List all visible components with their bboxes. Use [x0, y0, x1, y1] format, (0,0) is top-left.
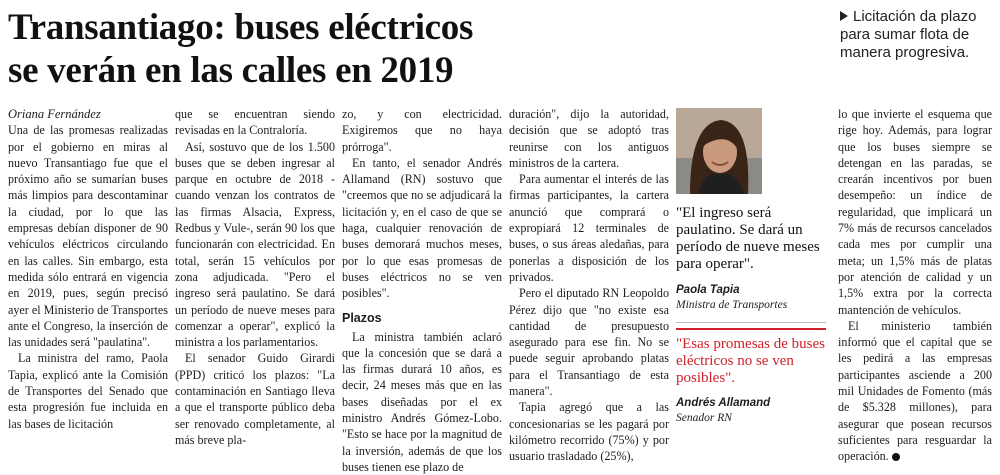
paragraph: lo que invierte el esquema que rige hoy. Además, para lograr que los buses siempre se detengan en las paradas, se crearán incentivos por buen desempeño: un índice de regularidad, que implicará un 7% más de recursos cancelados cada mes por cumplir una meta; un 1,5% más de platas por atención de calidad y un 1,5% extra por la correcta mantención de vehículos.: [838, 107, 992, 317]
article-column-5: [838, 106, 992, 464]
pull-quote-tapia: "El ingreso será paulatino. Se dará un período de nueve meses para operar".: [676, 205, 820, 272]
paragraph: Para aumentar el interés de las firmas participantes, la cartera anunció que comprará o expropiará 12 terminales de buses, o sus áreas aledañas, para ponerlas a disposición de los privados.: [509, 172, 669, 284]
red-divider: [676, 328, 826, 330]
paragraph: Así, sostuvo que de los 1.500 buses que se deben ingresar al parque en octubre de 2018 - cuando venzan los contratos de las firmas Alsacia, Express, Redbus y Vule-, serán 90 los que funcionarán con electricidad. En total, serán 15 vehículos por zona adjudicada. "Pero el ingreso será paulatino. Se dará un período de nueve meses para comenzar a operar", explicó la ministra a los parlamentarios.: [175, 139, 335, 350]
paragraph: La ministra del ramo, Paola Tapia, explicó ante la Comisión de Transportes del Senado que esta progresión fue incluida en las bases de licitación: [8, 351, 168, 431]
paragraph: Una de las promesas realizadas por el gobierno en miras al nuevo Transantiago fue que el próximo año se sumarían buses más limpios para descontaminar la ciudad, por lo que las empresas debían disponer de 90 vehículos eléctricos circulando en las calles. Sin embargo, esta medida sólo entrará en vigencia en 2019, pues, según precisó ayer el Ministerio de Transportes ante el Congreso, la inserción de las unidades será "paulatina".: [8, 123, 168, 350]
paragraph: que se encuentran siendo revisadas en la Contraloría.: [175, 107, 335, 138]
article-column-2: [175, 106, 335, 447]
quote-attribution-tapia: [676, 283, 826, 313]
paragraph: duración", dijo la autoridad, decisión que se adoptó tras reunirse con los antiguos ministros de la cartera.: [509, 107, 669, 170]
quote-author-role: Senador RN: [676, 412, 732, 424]
pull-quote-allamand: "Esas promesas de buses eléctricos no se ven posibles".: [676, 336, 826, 386]
paragraph: La ministra también aclaró que la concesión que se dará a las firmas durará 10 años, es decir, 24 meses más que en las bases diseñadas por el ex ministro Andrés Gómez-Lobo. "Esto se hace por la magnitud de la inversión, además de que los buses tienen ese plazo de: [342, 329, 502, 474]
article-column-1: [8, 106, 168, 432]
subhead: Plazos: [342, 310, 382, 325]
sideline: [840, 8, 990, 62]
paragraph: zo, y con electricidad. Exigiremos que no haya prórroga".: [342, 107, 502, 154]
end-mark-icon: [892, 453, 900, 461]
paragraph: Tapia agregó que a las concesionarias se les pagará por kilómetro recorrido (75%) y por usuario trasladado (25%),: [509, 400, 669, 464]
quote-author-name: Paola Tapia: [676, 284, 740, 296]
paragraph: Pero el diputado RN Leopoldo Pérez dijo que "no existe esa cantidad de presupuesto asegurado para ese fin. No se puede seguir aprobando platas para el Transantiago de esta manera".: [509, 286, 669, 399]
paragraph-text: El ministerio también informó que el capital que se les pedirá a las empresas participantes asciende a 200 mil Unidades de Fomento (más de $5.328 millones), para asegurar que posean recursos suficientes para resguardar la operación.: [838, 318, 992, 464]
paragraph: El senador Guido Girardi (PPD) criticó los plazos: "La contaminación en Santiago lleva a que el transporte público deba ser renovado completamente, al más breve pla-: [175, 351, 335, 447]
headline-line-2: se verán en las calles en 2019: [8, 50, 454, 91]
byline: Oriana Fernández: [8, 107, 101, 121]
sideline-text: Licitación da plazo para sumar flota de manera progresiva.: [840, 8, 977, 61]
headline-line-1: Transantiago: buses eléctricos: [8, 7, 474, 48]
portrait-photo: [676, 108, 762, 194]
triangle-bullet-icon: [840, 11, 848, 21]
article-column-3: [342, 106, 502, 474]
quote-attribution-allamand: [676, 396, 826, 426]
paragraph-final: [838, 318, 992, 465]
headline: [8, 6, 823, 92]
paragraph: En tanto, el senador Andrés Allamand (RN) sostuvo que "creemos que no se adjudicará la licitación y, en el caso de que se haga, cualquier renovación de buses demorará muchos meses, por lo que esas promesas de buses eléctricos no se ven posibles".: [342, 155, 502, 301]
quote-author-name: Andrés Allamand: [676, 397, 771, 409]
portrait-image: [676, 108, 762, 194]
article-column-4: [509, 106, 669, 464]
divider: [676, 322, 826, 323]
quote-author-role: Ministra de Transportes: [676, 299, 788, 311]
